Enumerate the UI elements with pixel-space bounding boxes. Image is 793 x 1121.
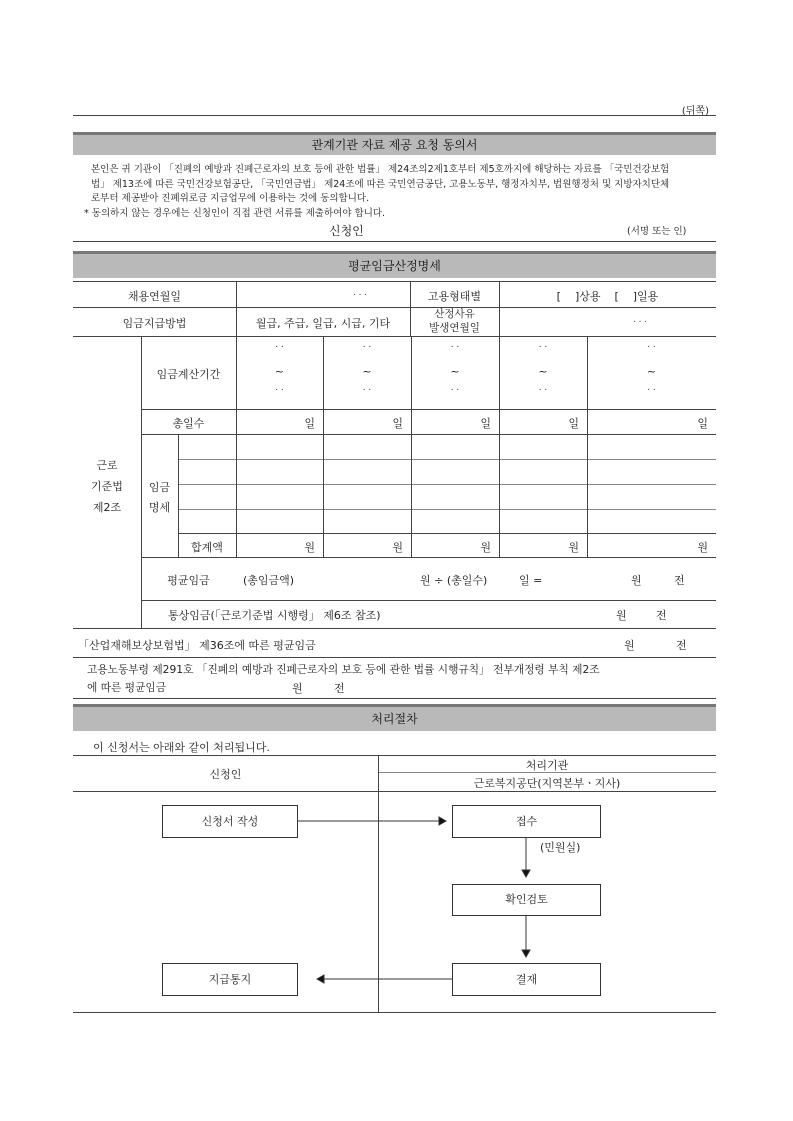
- sum-won-unit: 원: [568, 541, 579, 554]
- step-receive: 접수: [452, 805, 601, 838]
- sum-won-unit: 원: [480, 541, 491, 554]
- total-days-unit: 일: [392, 417, 403, 430]
- period-end-date-field[interactable]: . .: [275, 383, 284, 393]
- procedure-intro: 이 신청서는 아래와 같이 처리됩니다.: [93, 741, 270, 754]
- consent-line-3: 로부터 제공받아 진폐위로금 지급업무에 이용하는 것에 동의합니다.: [91, 193, 370, 204]
- sum-won-unit: 원: [392, 541, 403, 554]
- consent-line-1: 본인은 귀 기관이 「진폐의 예방과 진폐근로자의 보호 등에 관한 법률」 제24조의2제1호부터 제5호까지에 해당하는 자료를 「국민건강보험: [91, 164, 670, 175]
- sum-won-unit: 원: [697, 541, 708, 554]
- average-wage-jeon: 전: [674, 574, 685, 587]
- pay-method-options[interactable]: 월급, 주급, 일급, 시급, 기타: [255, 317, 391, 330]
- period-start-date-field[interactable]: . .: [275, 340, 284, 350]
- period-tilde: ~: [450, 365, 460, 378]
- period-end-date-field[interactable]: . .: [450, 383, 460, 393]
- ordinary-wage-label: 통상임금(「근로기준법 시행령」 제6조 참조): [168, 609, 381, 622]
- moel-line-1: 고용노동부령 제291호 「진폐의 예방과 진폐근로자의 보호 등에 관한 법률 시행규칙」 전부개정령 부칙 제2조: [87, 663, 600, 676]
- period-start-date-field[interactable]: . .: [362, 340, 372, 350]
- total-days-unit: 일: [304, 417, 315, 430]
- pay-method-label: 임금지급방법: [122, 317, 187, 330]
- average-wage-total: (총임금액): [243, 574, 295, 587]
- period-start-date-field[interactable]: . .: [538, 340, 548, 350]
- period-tilde: ~: [362, 365, 372, 378]
- step-receive-note: (민원실): [540, 841, 581, 854]
- step-write-application: 신청서 작성: [162, 805, 298, 838]
- total-days-label: 총일수: [172, 417, 205, 430]
- consent-line-2: 법」 제13조에 따른 국민건강보험공단, 「국민연금법」 제24조에 따른 국민연금공단, 고용노동부, 행정자치부, 법원행정처 및 지방자치단체: [91, 179, 670, 190]
- period-end-date-field[interactable]: . .: [362, 383, 372, 393]
- article-line-3: 제2조: [92, 501, 122, 514]
- average-wage-formula-1: 원 ÷ (총일수): [420, 574, 488, 587]
- total-days-unit: 일: [568, 417, 579, 430]
- arrowhead-down-icon: [522, 870, 530, 877]
- iaci-average-wage-label: 「산업재해보상보험법」 제36조에 따른 평균임금: [78, 639, 316, 652]
- average-wage-formula-2: 일 =: [519, 574, 543, 587]
- period-tilde: ~: [538, 365, 548, 378]
- arrowhead-right-icon: [439, 817, 446, 825]
- period-tilde: ~: [274, 365, 285, 378]
- consent-note: * 동의하지 않는 경우에는 신청인이 직접 관련 서류를 제출하여야 합니다.: [84, 208, 386, 219]
- sum-label: 합계액: [191, 541, 223, 554]
- average-wage-won: 원: [631, 574, 642, 587]
- period-end-date-field[interactable]: . .: [538, 383, 548, 393]
- arrowhead-left-icon: [317, 975, 324, 983]
- article-line-1: 근로: [96, 459, 118, 472]
- hire-date-field[interactable]: . . .: [352, 288, 368, 298]
- consent-signature-field[interactable]: (서명 또는 인): [627, 226, 687, 237]
- sum-won-unit: 원: [304, 541, 315, 554]
- wage-details-line-1: 임금: [148, 481, 171, 494]
- employment-type-options[interactable]: [ ]상용 [ ]일용: [556, 290, 659, 303]
- calc-reason-date-field[interactable]: . . .: [632, 315, 648, 325]
- moel-line-2: 에 따른 평균임금: [87, 681, 167, 694]
- period-start-date-field[interactable]: . .: [647, 340, 656, 350]
- calc-reason-label-line1: 산정사유: [434, 308, 475, 320]
- moel-jeon: 전: [334, 682, 345, 695]
- procedure-agency-name: 근로복지공단(지역본부ㆍ지사): [473, 777, 621, 790]
- step-approve: 결재: [452, 963, 601, 996]
- arrowhead-down-icon: [522, 950, 530, 957]
- wage-title: 평균임금산정명세: [73, 251, 716, 278]
- average-wage-label: 평균임금: [167, 574, 210, 587]
- article-line-2: 기준법: [91, 480, 123, 493]
- step-review: 확인검토: [452, 884, 601, 916]
- consent-applicant-label: 신청인: [329, 224, 364, 238]
- period-start-date-field[interactable]: . .: [450, 340, 460, 350]
- procedure-agency-column: 처리기관: [525, 759, 569, 772]
- page-side-label: (뒤쪽): [681, 106, 709, 117]
- hire-date-label: 채용연월일: [127, 290, 182, 303]
- calc-reason-label-line2: 발생연월일: [429, 322, 480, 334]
- ordinary-wage-jeon: 전: [656, 609, 667, 622]
- procedure-applicant-column: 신청인: [209, 768, 242, 781]
- procedure-title: 처리절차: [73, 704, 716, 731]
- total-days-unit: 일: [480, 417, 491, 430]
- employment-type-label: 고용형태별: [427, 290, 482, 303]
- consent-title: 관계기관 자료 제공 요청 동의서: [73, 132, 716, 155]
- period-end-date-field[interactable]: . .: [647, 383, 656, 393]
- wage-details-line-2: 명세: [148, 501, 171, 514]
- iaci-won: 원: [624, 639, 635, 652]
- ordinary-wage-won: 원: [616, 609, 627, 622]
- total-days-unit: 일: [697, 417, 708, 430]
- iaci-jeon: 전: [676, 639, 687, 652]
- wage-period-label: 임금계산기간: [156, 368, 221, 381]
- moel-won: 원: [292, 682, 303, 695]
- period-tilde: ~: [646, 365, 657, 378]
- step-payment-notice: 지급통지: [162, 963, 298, 996]
